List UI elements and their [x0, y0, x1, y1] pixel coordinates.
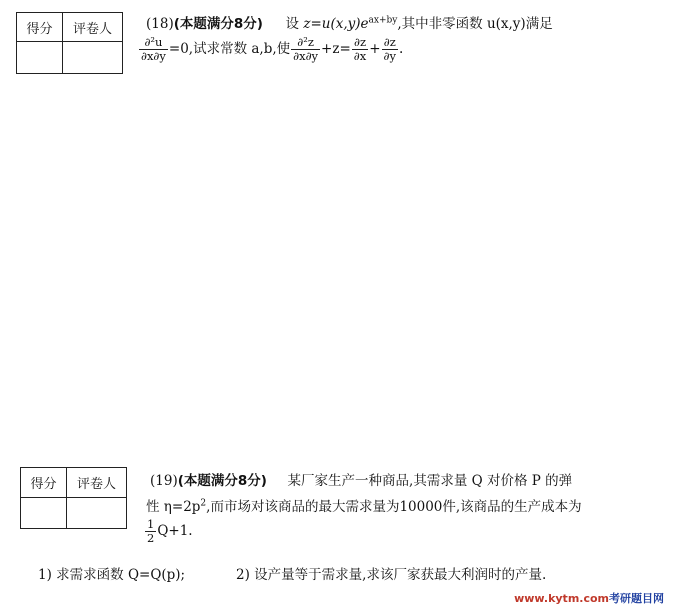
fraction-half: $\frac{1}{2}$	[147, 517, 155, 545]
score-cell	[21, 498, 67, 529]
q19-part2: 2) 设产量等于需求量,求该厂家获最大利润时的产量.	[236, 567, 547, 583]
fraction-d2z: $\frac{\text{∂²z}}{\partial x\partial y}$	[293, 35, 319, 63]
q18-text: +z=	[321, 41, 351, 57]
exponent: ax+by	[368, 15, 398, 26]
watermark-site: 考研题目网	[609, 592, 664, 605]
q19-text: Q+1.	[157, 523, 193, 539]
score-label: 得分	[17, 13, 63, 42]
q19-number: (19)	[150, 473, 178, 489]
q18-text: ,其中非零函数 u(x,y)满足	[397, 16, 553, 32]
q19-line1-text: 某厂家生产一种商品,其需求量 Q 对价格 P 的弹	[287, 473, 573, 489]
q19-text: ,而市场对该商品的最大需求量为10000件,该商品的生产成本为	[206, 499, 582, 515]
q18-text: 设	[285, 16, 304, 32]
grader-cell	[67, 498, 127, 529]
watermark	[514, 590, 664, 606]
fraction-dzdy: $\frac{\partial z}{\partial y}$	[383, 35, 396, 63]
q19-line2: 性 $\eta=2p^2$,而市场对该商品的最大需求量为10000件,该商品的生产成本为	[146, 498, 582, 515]
score-box-q18	[16, 12, 123, 74]
score-label: 得分	[21, 468, 67, 498]
q19-line1	[150, 469, 572, 489]
score-cell	[17, 42, 63, 74]
z-definition: z=u(x,y)e	[303, 16, 369, 32]
score-box-q19	[20, 467, 127, 529]
q18-line2: $\frac{\text{∂²u}}{\partial x\partial y}$ =0,试求常数 a,b,使 $\frac{\text{∂²z}}{\partial x\partial y}$ +z= $\frac{\partial z}{\partial x}$ + $\frac{\partial z}{\partial y}$ .	[141, 35, 404, 63]
q19-line3	[144, 518, 193, 545]
grader-label: 评卷人	[63, 13, 123, 42]
grader-cell	[63, 42, 123, 74]
q19-part1: 1) 求需求函数 Q=Q(p);	[38, 567, 186, 583]
q18-text: =0,试求常数 a,b,使	[168, 41, 291, 57]
grader-label: 评卷人	[67, 468, 127, 498]
q18-line1	[146, 12, 553, 32]
watermark-url: www.kytm.com	[514, 592, 609, 605]
q18-points: (本题满分8分)	[173, 16, 263, 32]
q19-text: 性 η=2p	[146, 499, 201, 515]
q18-number: (18)	[146, 16, 174, 32]
q19-points: (本题满分8分)	[177, 473, 267, 489]
fraction-d2u: $\frac{\text{∂²u}}{\partial x\partial y}$	[141, 35, 166, 63]
fraction-dzdx: $\frac{\partial z}{\partial x}$	[353, 35, 367, 63]
